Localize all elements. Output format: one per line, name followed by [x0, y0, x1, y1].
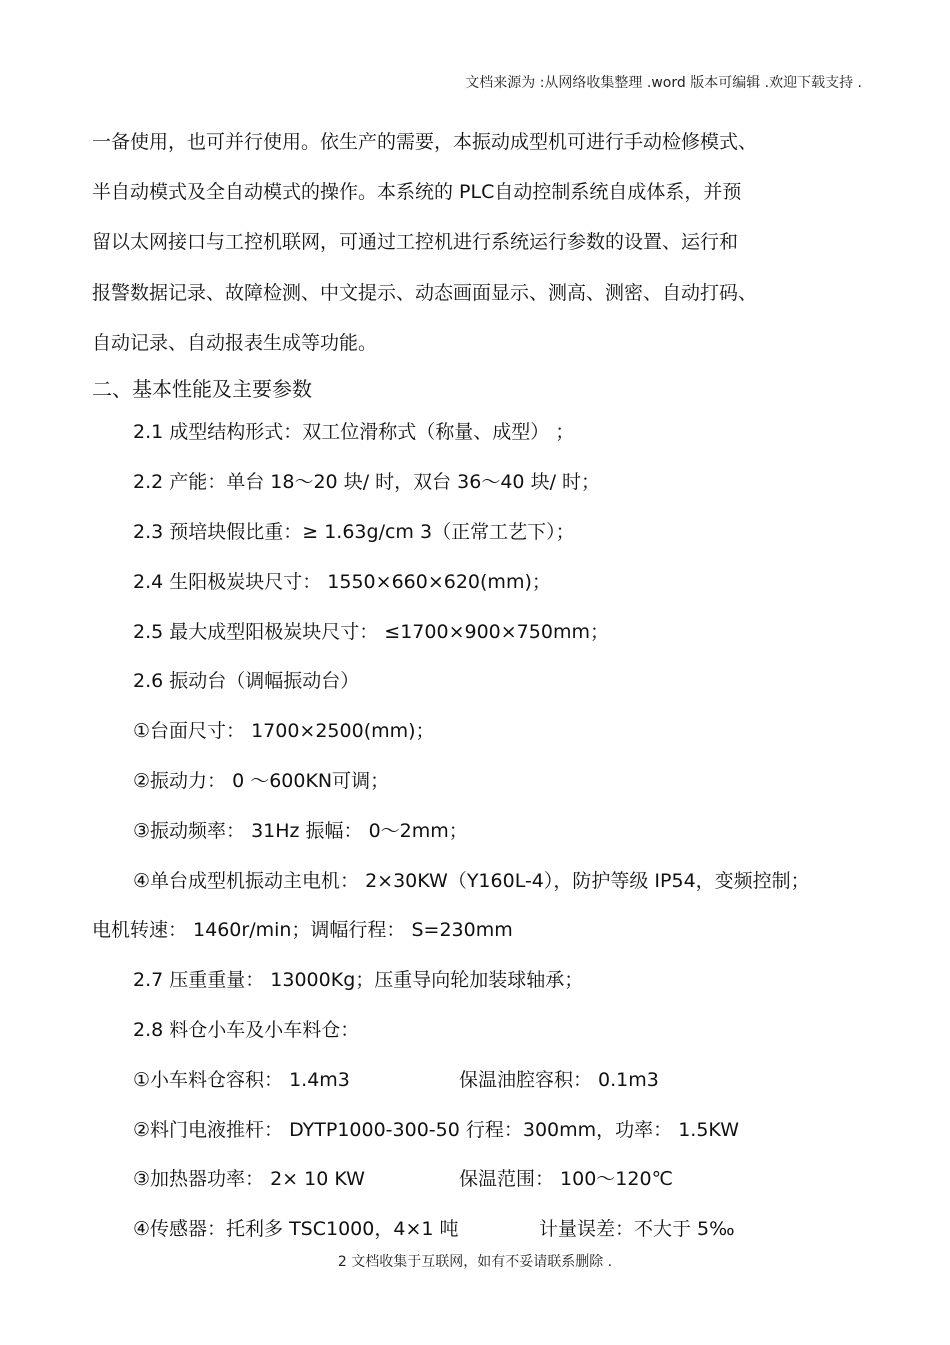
item-2-8-3-left: ③加热器功率： 2× 10 KW [133, 1168, 365, 1190]
paragraph-line-5: 自动记录、自动报表生成等功能。 [92, 332, 378, 354]
page-header: 文档来源为 :从网络收集整理 .word 版本可编辑 .欢迎下载支持 . [465, 75, 862, 91]
item-2-5: 2.5 最大成型阳极炭块尺寸： ≤1700×900×750mm； [133, 621, 609, 643]
item-2-8-1-left: ①小车料仓容积： 1.4m3 [133, 1069, 350, 1091]
item-2-6-3: ③振动频率： 31Hz 振幅： 0～2mm； [133, 820, 468, 842]
section-title: 二、基本性能及主要参数 [92, 377, 312, 401]
paragraph-line-4: 报警数据记录、故障检测、中文提示、动态画面显示、测高、测密、自动打码、 [92, 282, 758, 304]
paragraph-line-3: 留以太网接口与工控机联网，可通过工控机进行系统运行参数的设置、运行和 [92, 231, 739, 253]
item-2-3: 2.3 预培块假比重：≥ 1.63g/cm 3（正常工艺下）； [133, 521, 575, 543]
paragraph-line-1: 一备使用，也可并行使用。依生产的需要，本振动成型机可进行手动检修模式、 [92, 131, 758, 153]
item-2-6-2: ②振动力： 0 ～600KN可调； [133, 770, 390, 792]
item-2-8-3-right: 保温范围： 100～120℃ [459, 1168, 673, 1190]
item-2-6-4-continued: 电机转速： 1460r/min；调幅行程： S=230mm [92, 919, 513, 941]
page-footer: 2 文档收集于互联网，如有不妥请联系删除 . [337, 1254, 613, 1270]
item-2-6-1: ①台面尺寸： 1700×2500(mm)； [133, 720, 435, 742]
item-2-4: 2.4 生阳极炭块尺寸： 1550×660×620(mm)； [133, 571, 551, 593]
item-2-7: 2.7 压重重量： 13000Kg；压重导向轮加装球轴承； [133, 969, 584, 991]
item-2-6: 2.6 振动台（调幅振动台） [133, 670, 360, 692]
item-2-8: 2.8 料仓小车及小车料仓： [133, 1019, 360, 1041]
item-2-1: 2.1 成型结构形式：双工位滑称式（称量、成型） ； [133, 421, 575, 443]
item-2-8-4-left: ④传感器：托利多 TSC1000，4×1 吨 [133, 1218, 459, 1240]
item-2-8-1-right: 保温油腔容积： 0.1m3 [459, 1069, 659, 1091]
item-2-6-4: ④单台成型机振动主电机： 2×30KW（Y160L-4），防护等级 IP54，变频控制； [133, 870, 810, 892]
paragraph-line-2: 半自动模式及全自动模式的操作。本系统的 PLC自动控制系统自成体系，并预 [92, 181, 742, 203]
item-2-2: 2.2 产能：单台 18～20 块/ 时，双台 36～40 块/ 时； [133, 471, 601, 493]
item-2-8-2: ②料门电液推杆： DYTP1000-300-50 行程：300mm，功率： 1.5KW [133, 1119, 739, 1141]
item-2-8-4-right: 计量误差：不大于 5‰ [539, 1218, 735, 1240]
